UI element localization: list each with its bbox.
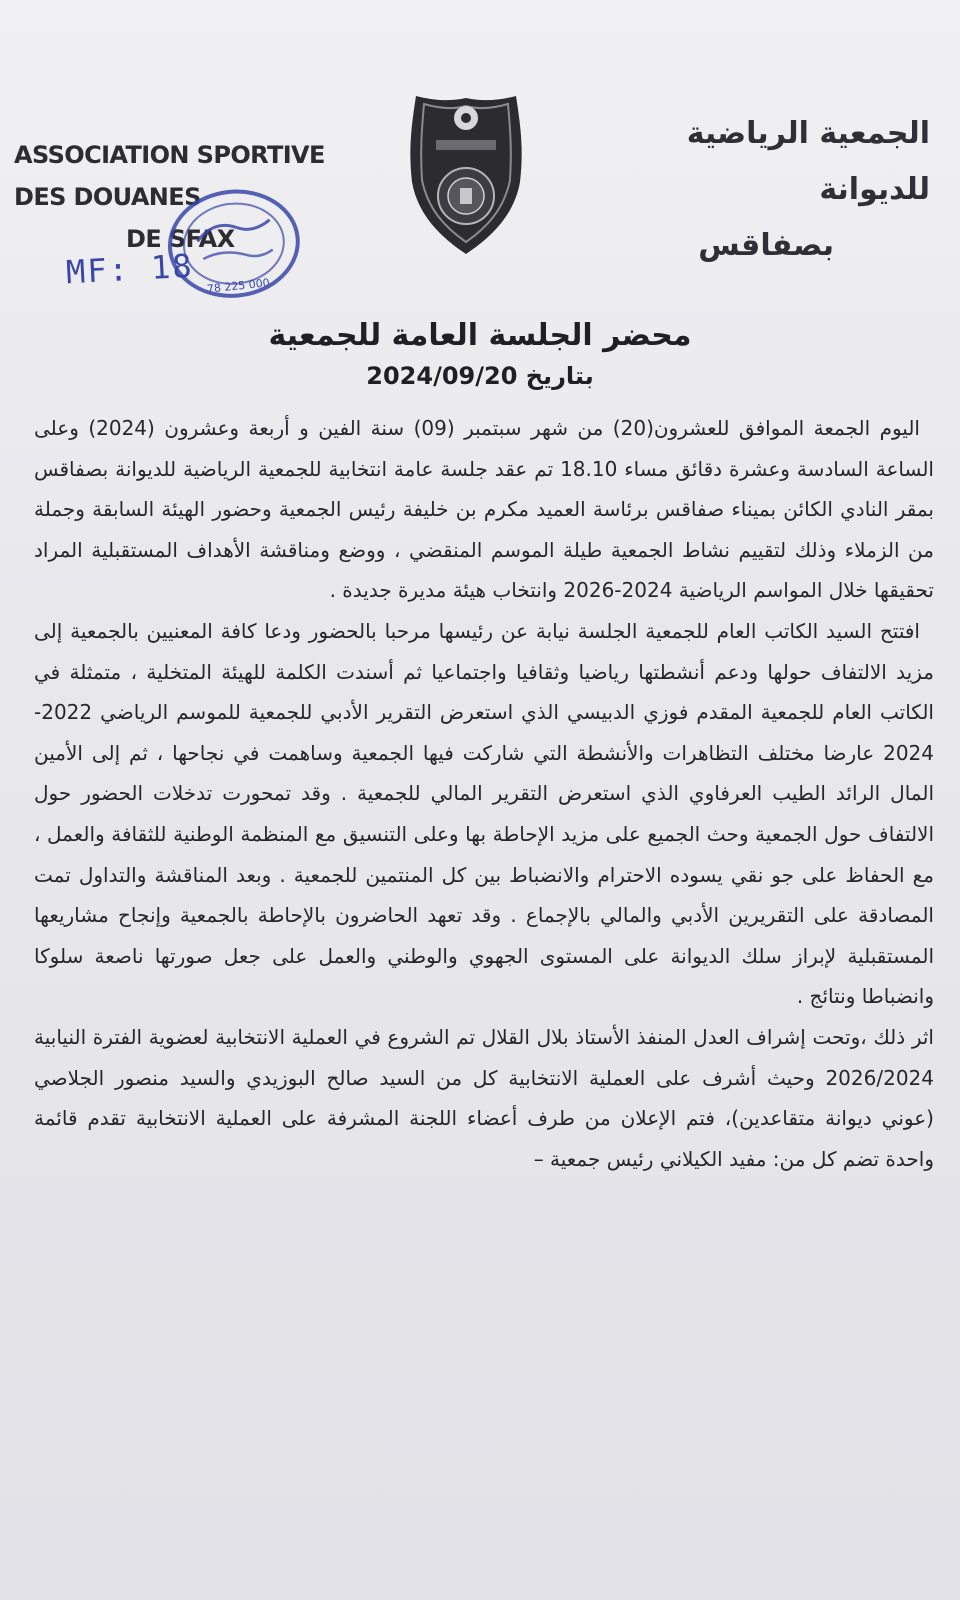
paragraph-reports: افتتح السيد الكاتب العام للجمعية الجلسة نيابة عن رئيسها مرحبا بالحضور ودعا كافة المعنيين بالجمعية إلى مزيد الالتفاف حولها ودعم أنشطتها رياضيا وثقافيا واجتماعيا ثم أسندت الكلمة للهيئة المتخلية ، متمثلة في الكاتب العام للجمعية المقدم فوزي الدبيسي الذي استعرض التقرير الأدبي للجمعية للموسم الرياضي 2022-2024 عارضا مختلف التظاهرات والأنشطة التي شاركت فيها الجمعية وساهمت في نجاحها ، ثم إلى الأمين المال الرائد الطيب العرفاوي الذي استعرض التقرير المالي للجمعية . وقد تمحورت تدخلات الحضور حول الالتفاف حول الجمعية وحث الجميع على مزيد الإحاطة بها وعلى التنسيق مع المنظمة الوطنية للثقافة والعمل ، مع الحفاظ على جو نقي يسوده الاحترام والانضباط بين كل المنتمين للجمعية . وبعد المناقشة والتداول تمت المصادقة على التقريرين الأدبي والمالي بالإجماع . وقد تعهد الحاضرون بالإحاطة بالجمعية وإنجاح مشاريعها المستقبلية لإبراز سلك الديوانة على المستوى الجهوي والوطني والعمل على جعل صورتها ناصعة سلوكا وانضباطا ونتائج . — [34, 618, 934, 1009]
paragraph-election: اثر ذلك ،وتحت إشراف العدل المنفذ الأستاذ بلال القلال تم الشروع في العملية الانتخابية لعضوية الفترة النيابية 2026/2024 وحيث أشرف على العملية الانتخابية كل من السيد صالح البوزيدي والسيد منصور الجلاصي (عوني ديوانة متقاعدين)، فتم الإعلان من طرف أعضاء اللجنة المشرفة على العملية الانتخابية تقدم قائمة واحدة تضم كل من: مفيد الكيلاني رئيس جمعية – — [34, 1024, 934, 1171]
document-body — [34, 408, 934, 1179]
association-emblem-icon — [402, 92, 530, 258]
org-name-arabic-line2: بصفاقس — [698, 228, 834, 263]
org-name-arabic — [600, 106, 930, 274]
round-stamp — [150, 178, 312, 311]
org-name-arabic-line1: الجمعية الرياضية للديوانة — [686, 116, 930, 207]
tax-id-handwritten: MF: 18 — [65, 246, 195, 292]
org-name-french-line2: DE SFAX — [126, 225, 235, 253]
org-name-french-line1: ASSOCIATION SPORTIVE DES DOUANES — [14, 141, 325, 211]
document-title: محضر الجلسة العامة للجمعية — [268, 318, 692, 353]
paragraph-opening: اليوم الجمعة الموافق للعشرون(20) من شهر سبتمبر (09) سنة الفين و أربعة وعشرون (2024) وعلى الساعة السادسة وعشرة دقائق مساء 18.10 تم عقد جلسة عامة انتخابية للجمعية الرياضية للديوانة بصفاقس بمقر النادي الكائن بميناء صفاقس برئاسة العميد مكرم بن خليفة رئيس الجمعية وحضور الهيئة السابقة وجملة من الزملاء وذلك لتقييم نشاط الجمعية طيلة الموسم المنقضي ، ووضع ومناقشة الأهداف المستقبلية المراد تحقيقها خلال المواسم الرياضية 2024-2026 وانتخاب هيئة مديرة جديدة . — [34, 416, 934, 603]
stamp-number: 78 225 000 — [206, 276, 271, 296]
document-date: بتاريخ 2024/09/20 — [366, 362, 594, 390]
